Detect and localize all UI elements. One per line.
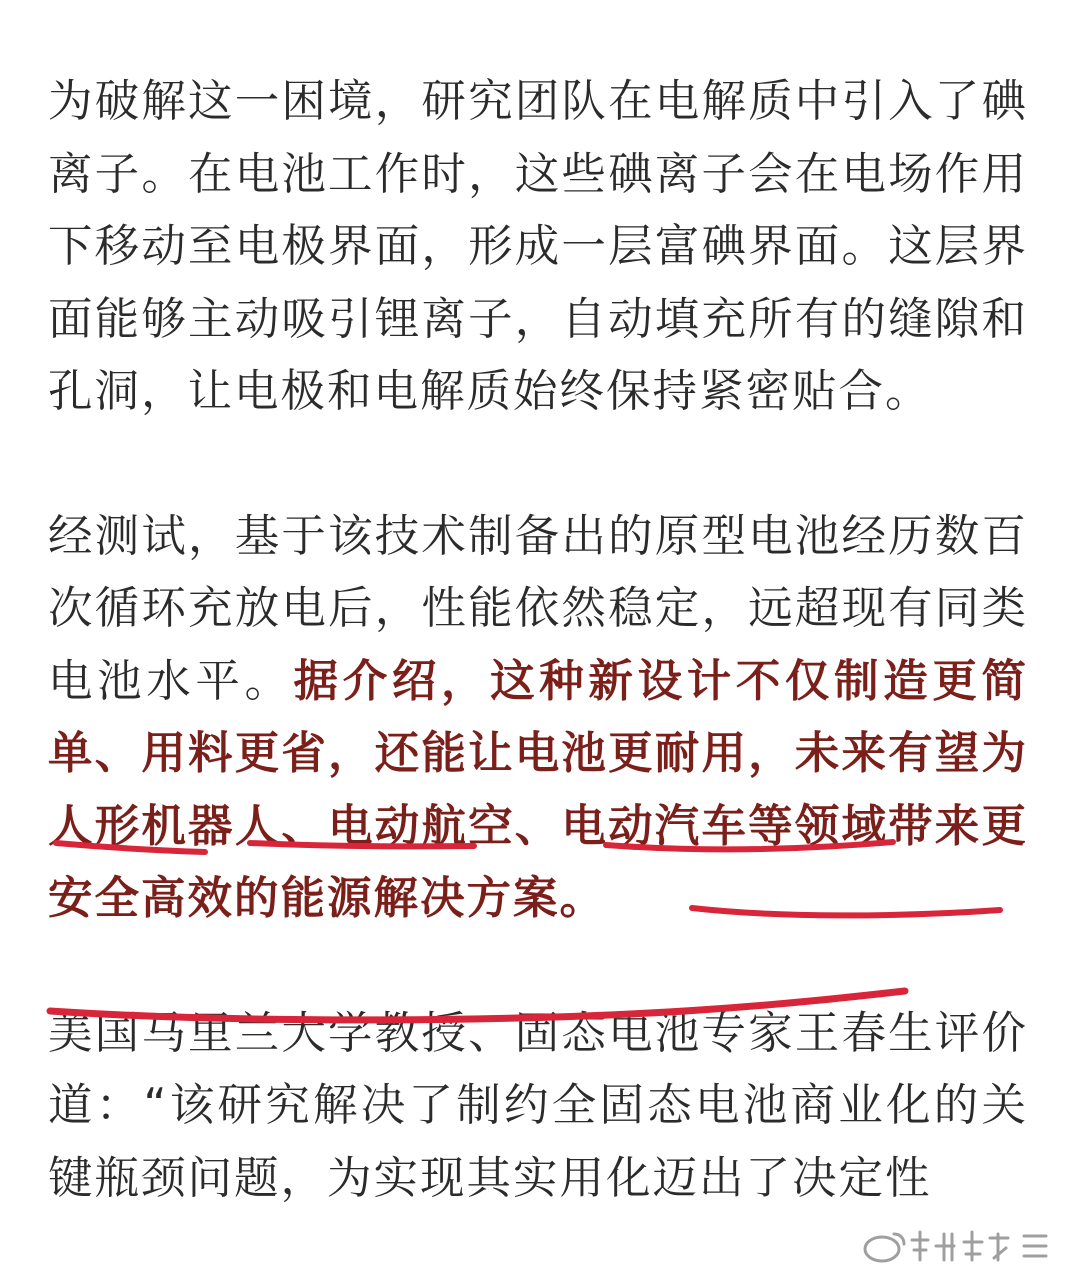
highlighted-summary: 据介绍，这种新设计不仅制造更简单、用料更省，还能让电池更耐用，未来有望为人形机器人、电动航空、电动汽车等领域带来更安全高效的能源解决方案。 [48, 655, 1028, 924]
paragraph-iodine-interface: 为破解这一困境，研究团队在电解质中引入了碘离子。在电池工作时，这些碘离子会在电场作用下移动至电极界面，形成一层富碘界面。这层界面能够主动吸引锂离子，自动填充所有的缝隙和孔洞，让电极和电解质始终保持紧密贴合。 [48, 76, 1028, 417]
paragraph-expert-quote: 美国马里兰大学教授、固态电池专家王春生评价道：“该研究解决了制约全固态电池商业化的关键瓶颈问题，为实现其实用化迈出了决定性 [48, 1007, 1028, 1204]
paragraph-test-results [48, 501, 1028, 936]
test-results-text: 经测试，基于该技术制备出的原型电池经历数百次循环充放电后，性能依然稳定，远超现有同类电池水平。 [48, 510, 1028, 707]
article-body [48, 66, 1028, 1215]
weibo-watermark-icon [856, 1222, 1056, 1268]
